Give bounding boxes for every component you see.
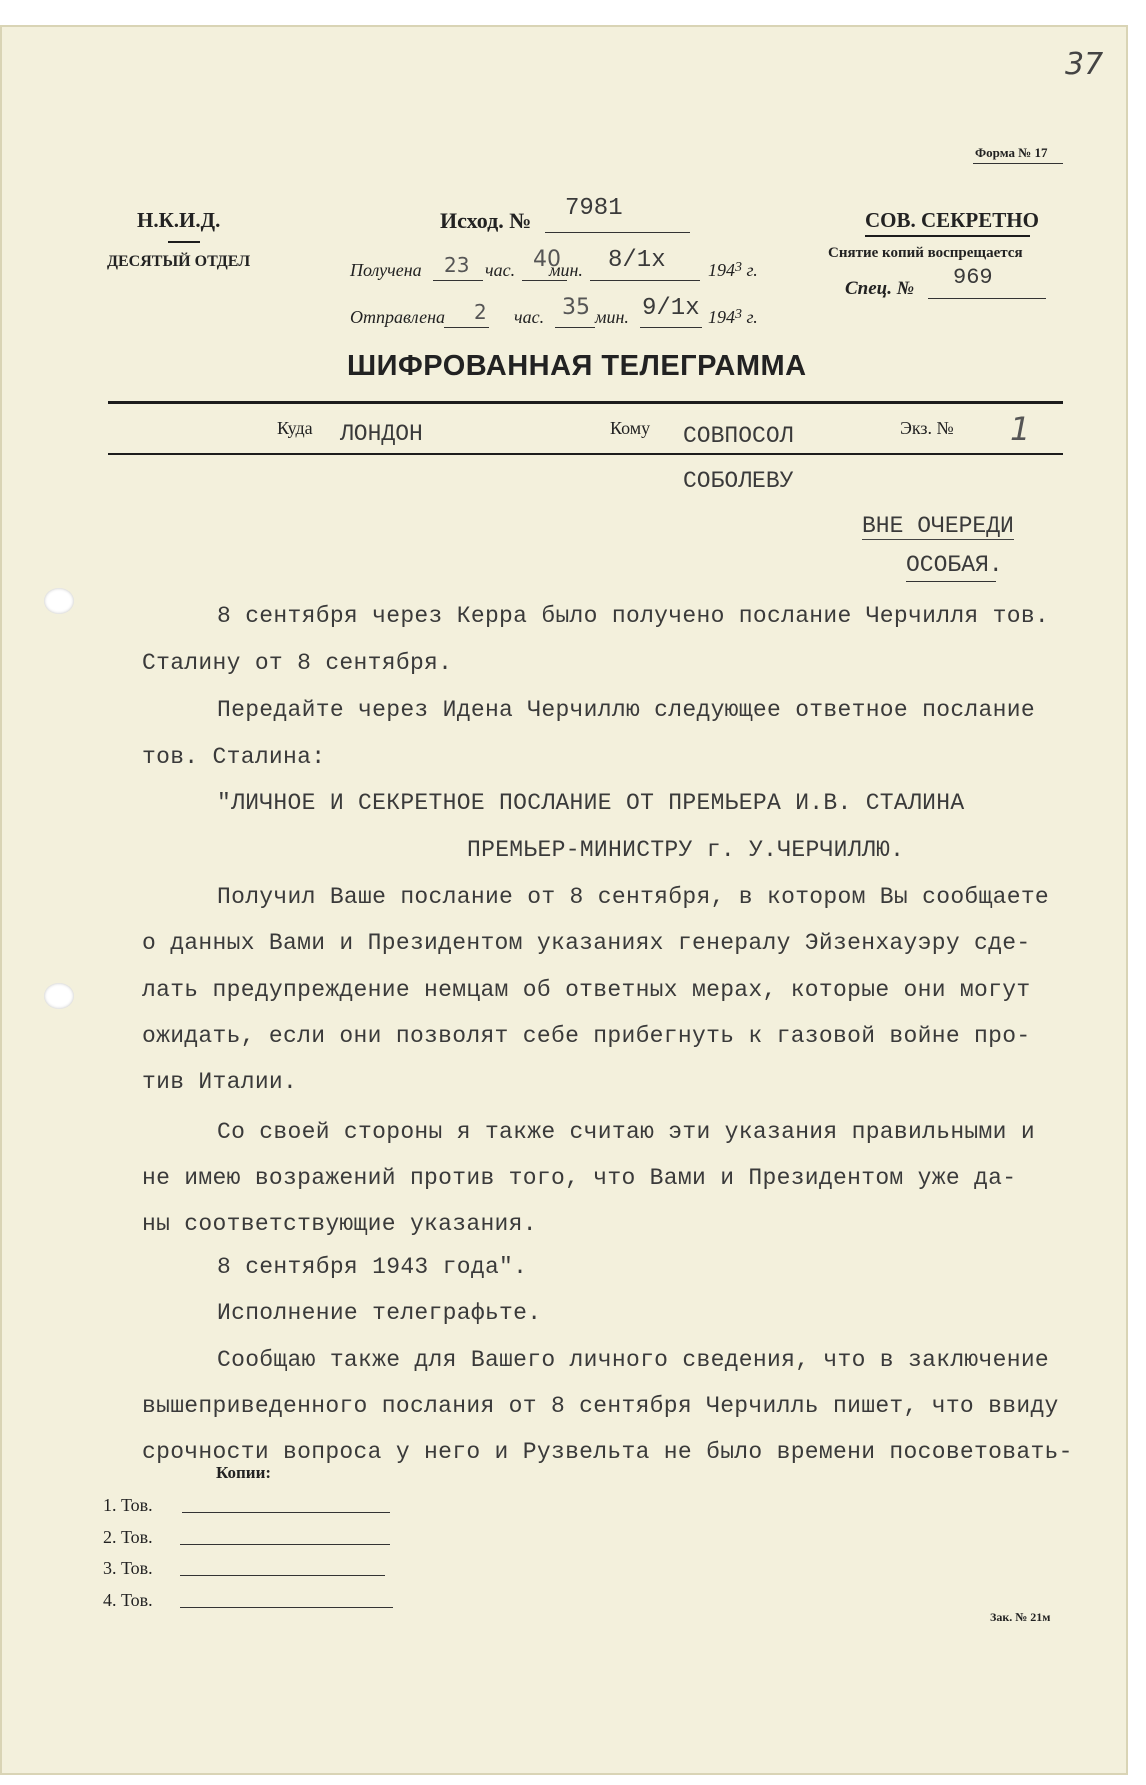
- to-place: ЛОНДОН: [340, 421, 423, 447]
- copies-label: Копии:: [216, 1463, 272, 1482]
- body-line: о данных Вами и Президентом указаниях генералу Эйзенхауэру сде-: [142, 930, 1031, 956]
- received-date: 8/1х: [608, 247, 666, 274]
- copy-row-3: 3. Тов.: [103, 1558, 153, 1578]
- body-line: Со своей стороны я также считаю эти указания правильными и: [217, 1119, 1035, 1145]
- sent-year: $194^3$ г.: [708, 307, 758, 327]
- received-date-line: [590, 280, 700, 281]
- body-line: тов. Сталина:: [142, 744, 326, 770]
- spec-label: Спец. №: [845, 278, 915, 299]
- body-line: тив Италии.: [142, 1069, 298, 1095]
- copy-row-4-line: [180, 1607, 393, 1608]
- order-number: Зак. № 21м: [990, 1610, 1051, 1624]
- sent-min: 35: [562, 295, 590, 320]
- received-hour-line: [433, 280, 483, 281]
- copy-number: 1: [1010, 410, 1031, 448]
- received-hour: 23: [444, 253, 470, 277]
- sent-min-label: мин.: [595, 307, 629, 327]
- body-line: ожидать, если они позволят себе прибегнуть к газовой войне про-: [142, 1023, 1031, 1049]
- copy-number-label: Экз. №: [900, 418, 954, 438]
- sent-hour: 2: [474, 300, 487, 324]
- copy-row-4: 4. Тов.: [103, 1590, 153, 1610]
- body-line: 8 сентября через Керра было получено послание Черчилля тов.: [217, 603, 1050, 629]
- body-line: Сталину от 8 сентября.: [142, 650, 453, 676]
- body-line: "ЛИЧНОЕ И СЕКРЕТНОЕ ПОСЛАНИЕ ОТ ПРЕМЬЕРА И.В. СТАЛИНА: [217, 790, 965, 816]
- body-line: 8 сентября 1943 года".: [217, 1254, 528, 1280]
- org-divider: [168, 241, 200, 243]
- body-line: вышеприведенного послания от 8 сентября Черчилль пишет, что ввиду: [142, 1393, 1059, 1419]
- sent-date: 9/1х: [642, 295, 700, 322]
- body-line: Исполнение телеграфьте.: [217, 1300, 542, 1326]
- received-year: $194^3$ г.: [708, 260, 758, 280]
- sent-date-line: [640, 327, 702, 328]
- punch-hole-top: [44, 588, 74, 614]
- title-rule: [108, 401, 1063, 404]
- received-label: Получена: [350, 260, 422, 280]
- spec-number-line: [928, 298, 1046, 299]
- to-whom-label: Кому: [610, 418, 651, 438]
- body-line: Сообщаю также для Вашего личного сведения, что в заключение: [217, 1347, 1050, 1373]
- copy-row-1: 1. Тов.: [103, 1495, 153, 1515]
- outgoing-label: Исход. №: [440, 208, 532, 233]
- to-place-label: Куда: [277, 418, 313, 438]
- outgoing-number: 7981: [565, 195, 623, 222]
- org-name: Н.К.И.Д.: [137, 208, 221, 232]
- department-name: ДЕСЯТЫЙ ОТДЕЛ: [107, 253, 251, 270]
- page-number: 37: [1065, 47, 1104, 82]
- secrecy-underline: [865, 235, 1030, 237]
- document-title: ШИФРОВАННАЯ ТЕЛЕГРАММА: [347, 350, 807, 382]
- copy-notice: Снятие копий воспрещается: [828, 245, 1023, 261]
- priority-urgent: ВНЕ ОЧЕРЕДИ: [862, 513, 1014, 539]
- priority-special: ОСОБАЯ.: [906, 552, 1003, 578]
- to-whom-name: СОБОЛЕВУ: [683, 468, 794, 494]
- copy-row-2: 2. Тов.: [103, 1527, 153, 1547]
- sent-hour-label: час.: [514, 307, 545, 327]
- punch-hole-bottom: [44, 983, 74, 1009]
- secrecy-stamp: СОВ. СЕКРЕТНО: [865, 208, 1039, 232]
- outgoing-number-line: [545, 232, 690, 233]
- form-label-underline: [973, 163, 1063, 164]
- body-line: срочности вопроса у него и Рузвельта не было времени посоветовать-: [142, 1439, 1073, 1465]
- sent-min-line: [555, 327, 595, 328]
- body-line: лать предупреждение немцам об ответных мерах, которые они могут: [142, 977, 1031, 1003]
- form-label: Форма № 17: [975, 145, 1048, 160]
- document-page: [0, 25, 1128, 1775]
- received-min: 40: [533, 247, 561, 272]
- body-line: Передайте через Идена Черчиллю следующее ответное послание: [217, 697, 1035, 723]
- copy-row-1-line: [182, 1512, 390, 1513]
- routing-rule: [108, 453, 1063, 455]
- body-line: Получил Ваше послание от 8 сентября, в котором Вы сообщаете: [217, 884, 1050, 910]
- copy-row-2-line: [180, 1544, 390, 1545]
- priority-special-underline: [906, 581, 996, 582]
- copy-row-3-line: [180, 1575, 385, 1576]
- body-line: ны соответствующие указания.: [142, 1211, 537, 1237]
- to-whom: СОВПОСОЛ: [683, 423, 794, 449]
- sent-label: Отправлена: [350, 307, 446, 327]
- body-line: ПРЕМЬЕР-МИНИСТРУ г. У.ЧЕРЧИЛЛЮ.: [467, 837, 905, 863]
- spec-number: 969: [953, 265, 993, 290]
- sent-hour-line: [444, 327, 489, 328]
- received-min-label: мин.: [549, 260, 583, 280]
- body-line: не имею возражений против того, что Вами и Президентом уже да-: [142, 1165, 1017, 1191]
- received-hour-label: час.: [485, 260, 516, 280]
